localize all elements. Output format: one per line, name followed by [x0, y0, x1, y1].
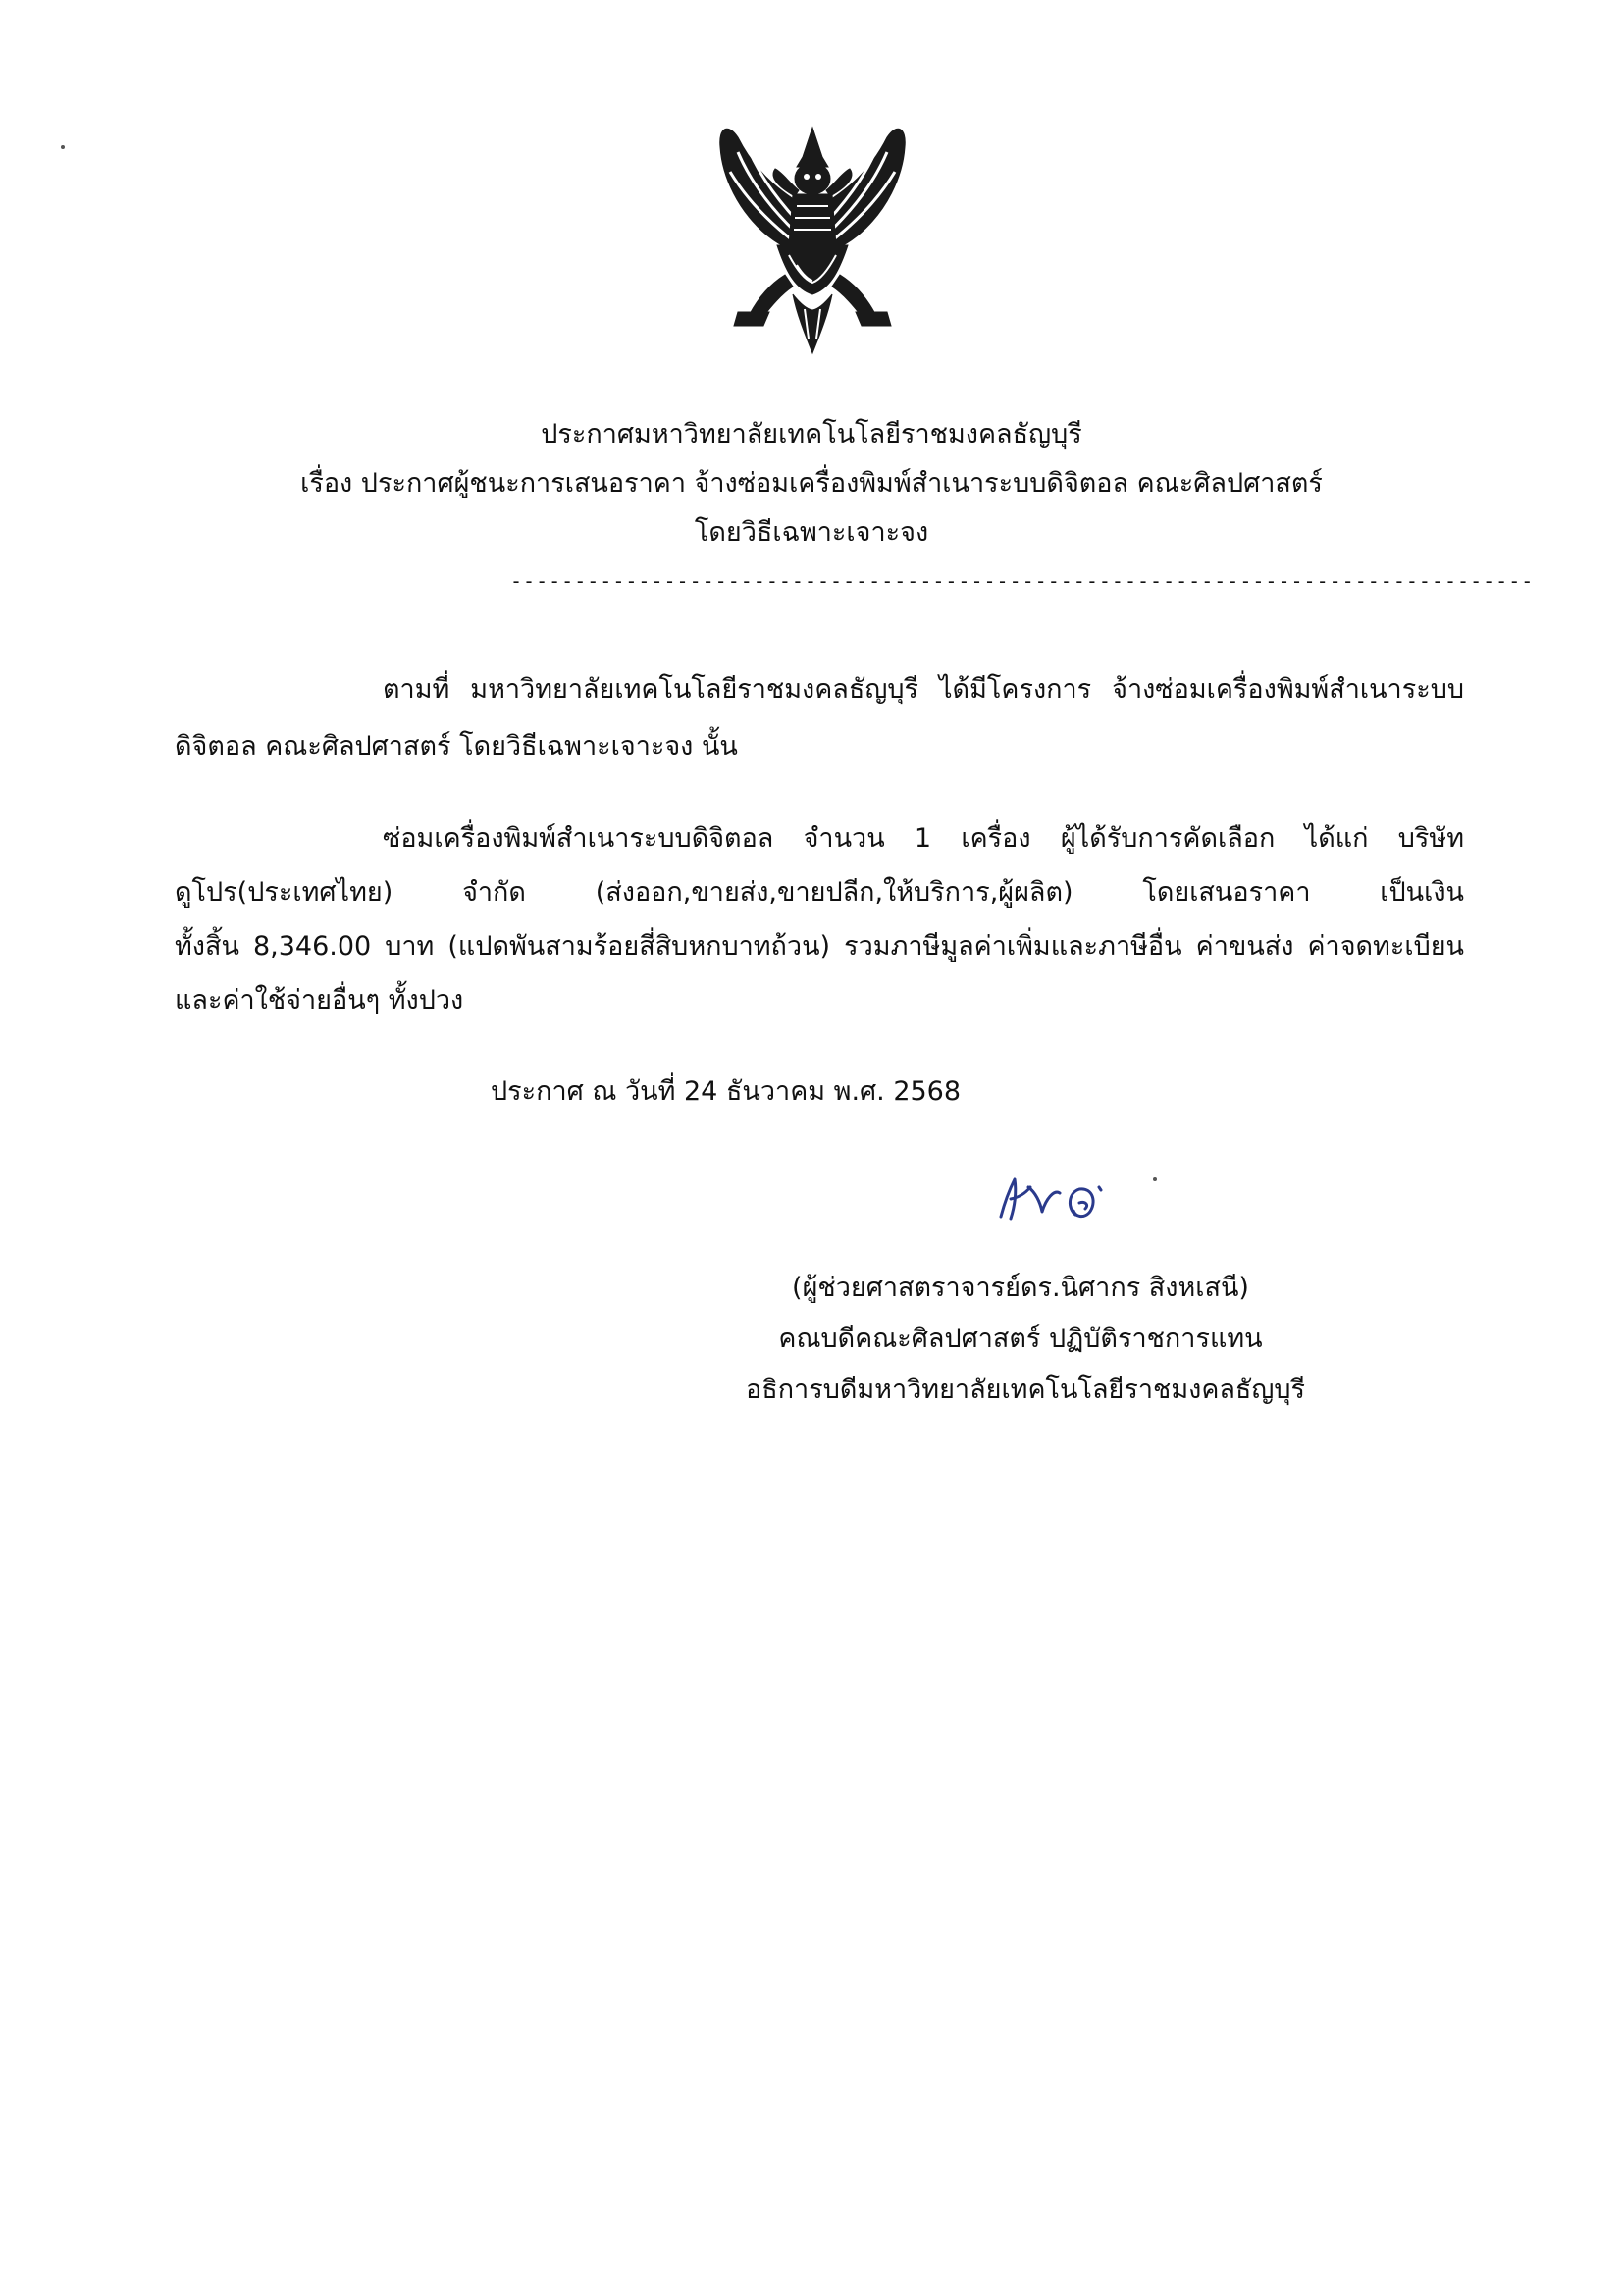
signatory-title-line1: คณบดีคณะศิลปศาสตร์ ปฏิบัติราชการแทน [778, 1324, 1263, 1354]
handwritten-signature [981, 1158, 1178, 1246]
announcement-method: โดยวิธีเฉพาะเจาะจง [694, 517, 929, 548]
announcement-date: ประกาศ ณ วันที่ 24 ธันวาคม พ.ศ. 2568 [491, 1076, 962, 1107]
paragraph1-line2: ดิจิตอล คณะศิลปศาสตร์ โดยวิธีเฉพาะเจาะจง นั้น [175, 731, 738, 761]
announcement-title: ประกาศมหาวิทยาลัยเทคโนโลยีราชมงคลธัญบุรี [541, 419, 1082, 449]
paragraph2-line4: และค่าใช้จ่ายอื่นๆ ทั้งปวง [175, 985, 464, 1016]
paragraph2-line2: ดูโปร(ประเทศไทย) จำกัด (ส่งออก,ขายส่ง,ขายปลีก,ให้บริการ,ผู้ผลิต) โดยเสนอราคา เป็นเงิน [175, 877, 1464, 908]
scan-speck [61, 145, 65, 149]
garuda-emblem-icon [699, 118, 926, 363]
paragraph2-line1: ซ่อมเครื่องพิมพ์สำเนาระบบดิจิตอล จำนวน 1 เครื่อง ผู้ได้รับการคัดเลือก ได้แก่ บริษัท [383, 823, 1464, 854]
paragraph2-line3: ทั้งสิ้น 8,346.00 บาท (แปดพันสามร้อยสี่สิบหกบาทถ้วน) รวมภาษีมูลค่าเพิ่มและภาษีอื่น ค่าขนส่ง ค่าจดทะเบียน [175, 931, 1464, 962]
signatory-title-line2: อธิการบดีมหาวิทยาลัยเทคโนโลยีราชมงคลธัญบุรี [746, 1375, 1306, 1405]
signatory-name: (ผู้ช่วยศาสตราจารย์ดร.นิศากร สิงหเสนี) [792, 1273, 1249, 1303]
header-divider: -------------------------------------------------------------------------------- [510, 569, 1535, 593]
paragraph1-line1: ตามที่ มหาวิทยาลัยเทคโนโลยีราชมงคลธัญบุรี ได้มีโครงการ จ้างซ่อมเครื่องพิมพ์สำเนาระบบ [383, 674, 1464, 704]
announcement-subject: เรื่อง ประกาศผู้ชนะการเสนอราคา จ้างซ่อมเครื่องพิมพ์สำเนาระบบดิจิตอล คณะศิลปศาสตร์ [300, 468, 1323, 498]
